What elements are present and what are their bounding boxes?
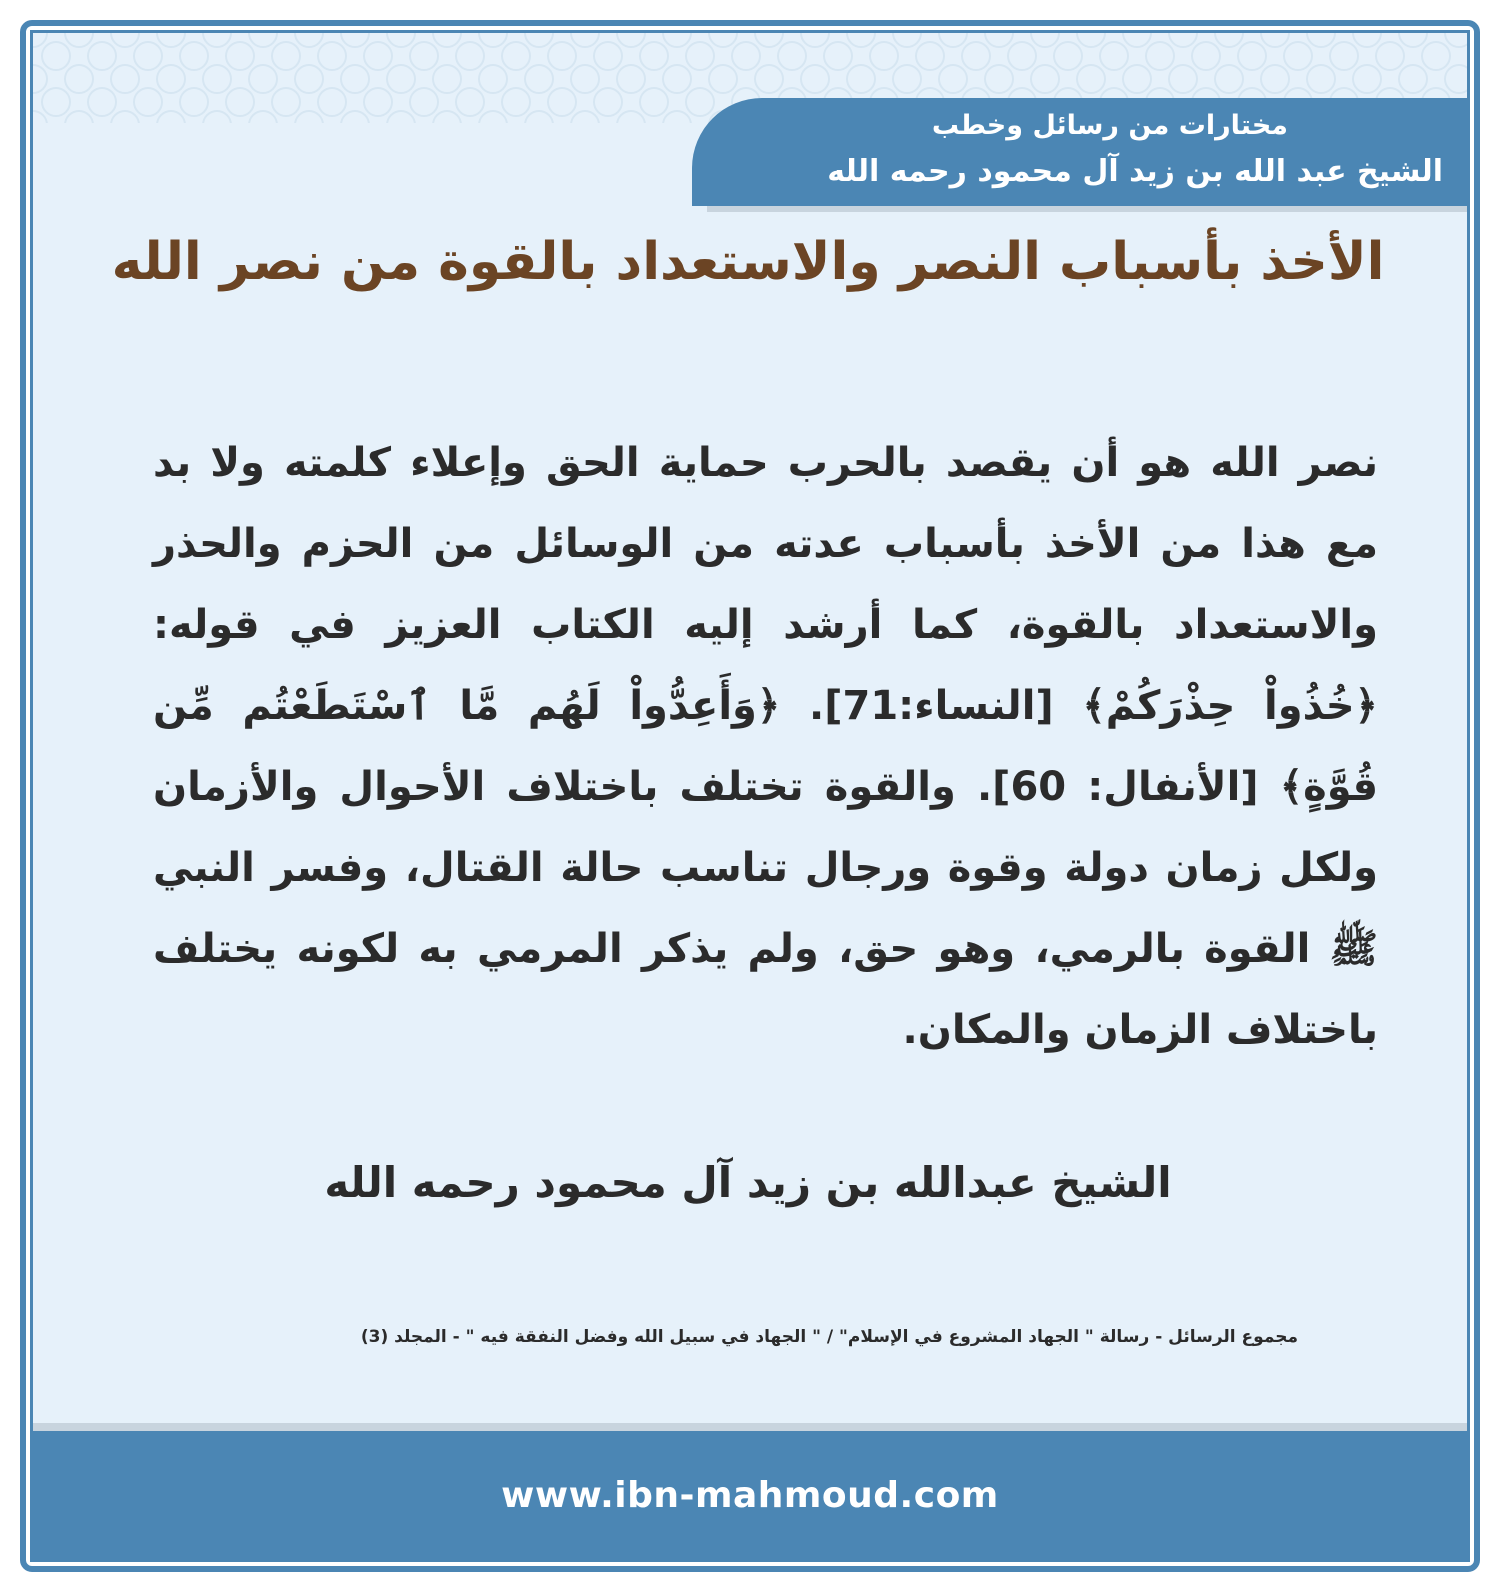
signature: الشيخ عبدالله بن زيد آل محمود رحمه الله <box>324 1158 1172 1207</box>
header-series-title: مختارات من رسائل وخطب <box>931 110 1288 141</box>
page-title: الأخذ بأسباب النصر والاستعداد بالقوة من نصر الله <box>111 232 1385 292</box>
card <box>30 30 1470 1562</box>
header-author: الشيخ عبد الله بن زيد آل محمود رحمه الله <box>827 154 1443 189</box>
footer-bar <box>33 1431 1467 1559</box>
header-banner <box>692 98 1467 206</box>
source-citation: مجموع الرسائل - رسالة " الجهاد المشروع في الإسلام" / " الجهاد في سبيل الله وفضل النفقة فيه " - المجلد (3) <box>360 1327 1298 1347</box>
header-shadow <box>707 206 1467 212</box>
website-link[interactable]: www.ibn-mahmoud.com <box>501 1474 999 1516</box>
footer-divider <box>33 1423 1467 1431</box>
body-paragraph: نصر الله هو أن يقصد بالحرب حماية الحق وإعلاء كلمته ولا بد مع هذا من الأخذ بأسباب عدته من الوسائل من الحزم والحذر والاستعداد بالقوة، كما أرشد إليه الكتاب العزيز في قوله: ﴿خُذُواْ حِذْرَكُمْ﴾ [النساء:71]. ﴿وَأَعِدُّواْ لَهُم مَّا ٱسْتَطَعْتُم مِّن قُوَّةٍ﴾ [الأنفال: 60]. والقوة تختلف باختلاف الأحوال والأزمان ولكل زمان دولة وقوة ورجال تناسب حالة القتال، وفسر النبي ﷺ القوة بالرمي، وهو حق، ولم يذكر المرمي به لكونه يختلف باختلاف الزمان والمكان. <box>153 440 1379 1053</box>
